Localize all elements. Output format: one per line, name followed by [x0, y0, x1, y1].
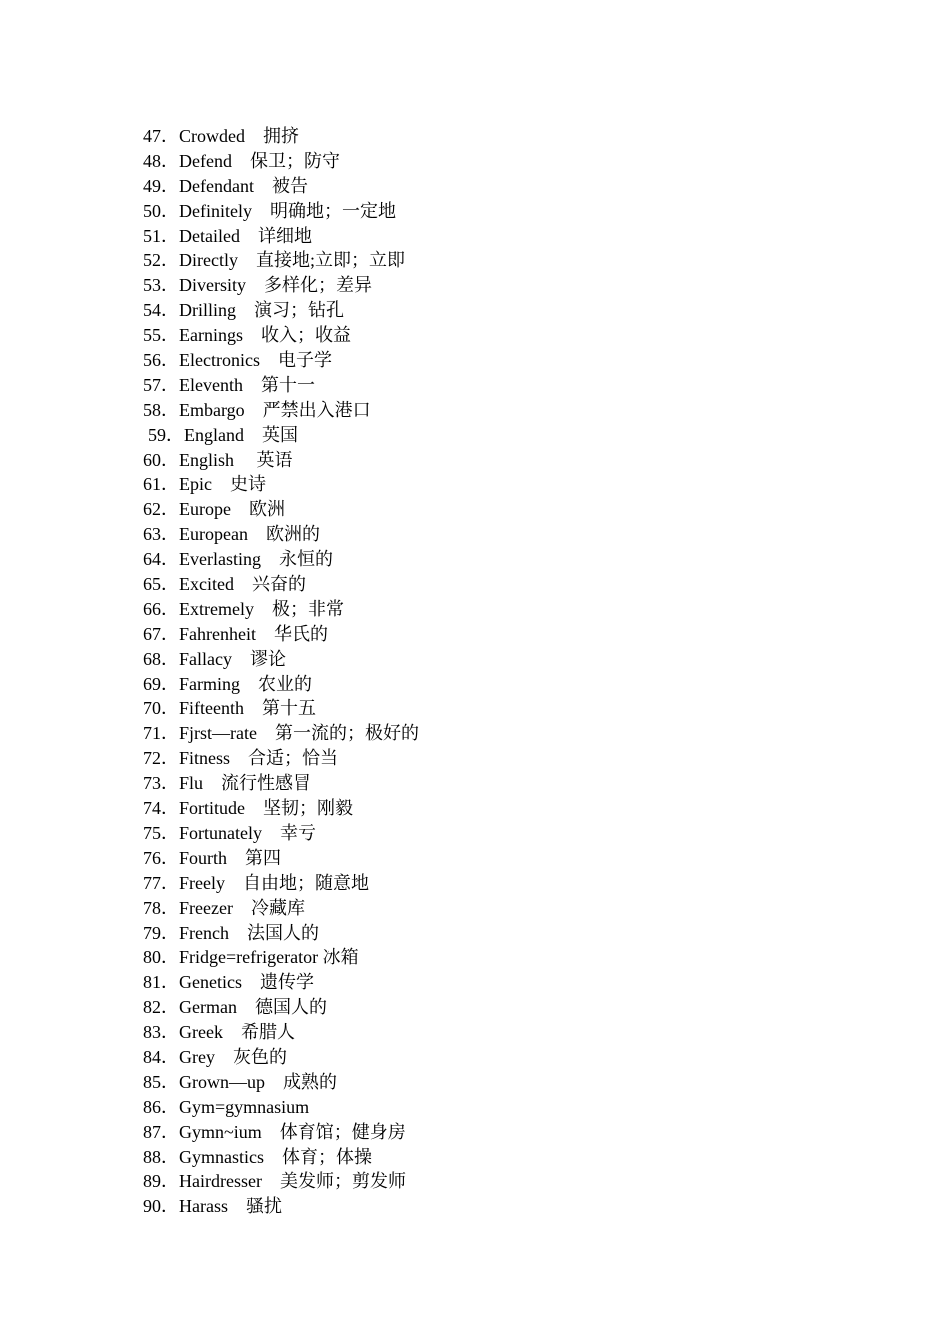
list-item: 86．Gym=gymnasium [143, 1096, 310, 1117]
list-item: 67．Fahrenheit 华氏的 [143, 623, 328, 644]
list-item: 78．Freezer 冷藏库 [143, 897, 305, 918]
list-item: 48．Defend 保卫；防守 [143, 150, 340, 171]
list-item: 82．German 德国人的 [143, 997, 327, 1018]
list-item: 64．Everlasting 永恒的 [143, 549, 333, 570]
list-item: 72．Fitness 合适；恰当 [143, 748, 339, 769]
vocabulary-list [143, 124, 419, 1219]
list-item: 77．Freely 自由地；随意地 [143, 872, 369, 893]
list-item: 60．English 英语 [143, 449, 293, 470]
list-item: 80．Fridge=refrigerator 冰箱 [143, 947, 359, 968]
list-item: 58．Embargo 严禁出入港口 [143, 399, 371, 420]
list-item: 63．European 欧洲的 [143, 524, 320, 545]
list-item: 65．Excited 兴奋的 [143, 574, 306, 595]
list-item: 49．Defendant 被告 [143, 175, 308, 196]
list-item: 90．Harass 骚扰 [143, 1196, 282, 1217]
list-item: 87．Gymn~ium 体育馆；健身房 [143, 1121, 406, 1142]
list-item: 85．Grown—up 成熟的 [143, 1071, 337, 1092]
list-item: 89．Hairdresser 美发师；剪发师 [143, 1171, 406, 1192]
list-item: 71．Fjrst—rate 第一流的；极好的 [143, 723, 419, 744]
list-item: 66．Extremely 极；非常 [143, 598, 344, 619]
list-item: 50．Definitely 明确地；一定地 [143, 200, 396, 221]
list-item: 57．Eleventh 第十一 [143, 374, 315, 395]
list-item: 61．Epic 史诗 [143, 474, 266, 495]
list-item: 84．Grey 灰色的 [143, 1046, 287, 1067]
list-item: 74．Fortitude 坚韧；刚毅 [143, 798, 353, 819]
list-item: 70．Fifteenth 第十五 [143, 698, 316, 719]
list-item: 83．Greek 希腊人 [143, 1022, 295, 1043]
list-item: 69．Farming 农业的 [143, 673, 312, 694]
list-item: 52．Directly 直接地;立即；立即 [143, 250, 405, 271]
list-item: 88．Gymnastics 体育；体操 [143, 1146, 372, 1167]
list-item: 76．Fourth 第四 [143, 847, 282, 868]
list-item: 54．Drilling 演习；钻孔 [143, 300, 344, 321]
list-item: 56．Electronics 电子学 [143, 350, 332, 371]
list-item: 75．Fortunately 幸亏 [143, 822, 316, 843]
list-item: 62．Europe 欧洲 [143, 499, 285, 520]
list-item: 53．Diversity 多样化；差异 [143, 275, 372, 296]
list-item: 79．French 法国人的 [143, 922, 319, 943]
list-item: 47．Crowded 拥挤 [143, 126, 299, 146]
list-item: 73．Flu 流行性感冒 [143, 773, 312, 794]
list-item: 59．England 英国 [148, 424, 298, 445]
list-item: 51．Detailed 详细地 [143, 225, 312, 246]
list-item: 68．Fallacy 谬论 [143, 648, 286, 669]
list-item: 81．Genetics 遗传学 [143, 972, 314, 993]
list-item: 55．Earnings 收入；收益 [143, 325, 351, 346]
